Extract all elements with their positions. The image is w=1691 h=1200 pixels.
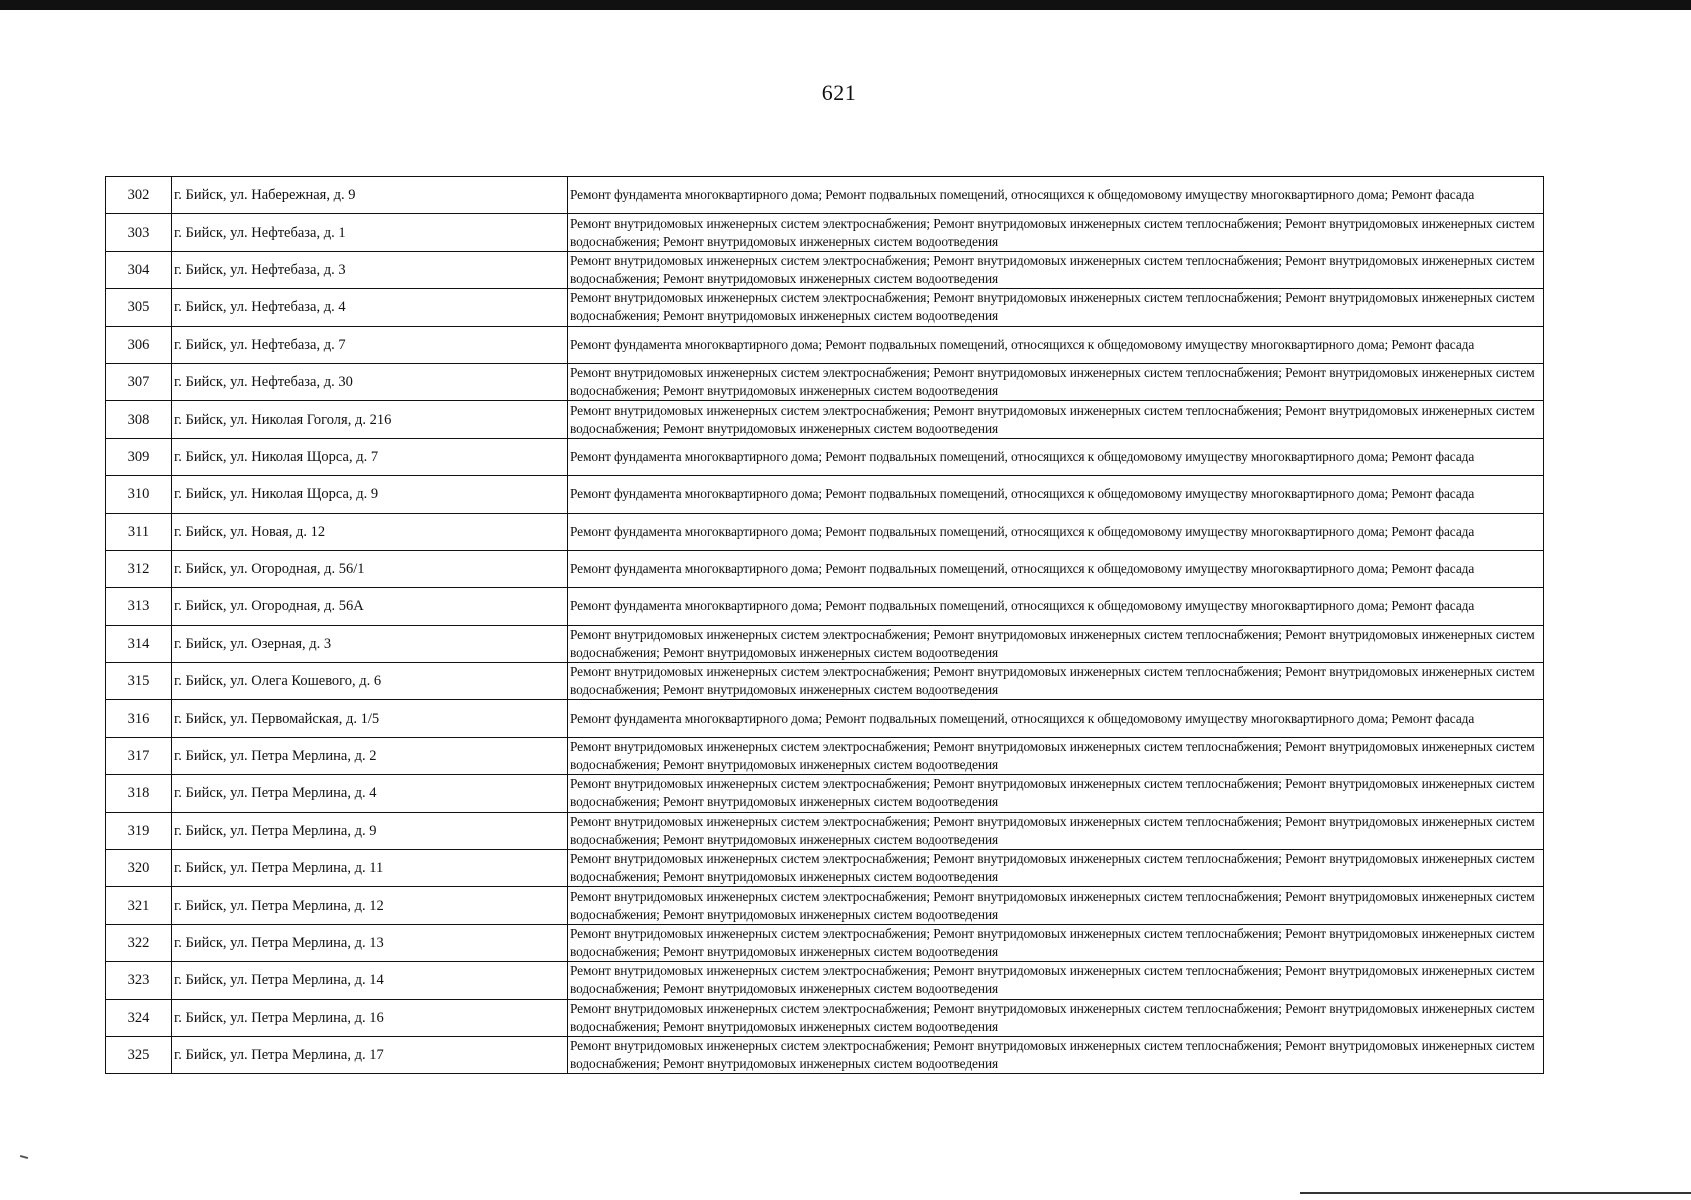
works-cell: Ремонт внутридомовых инженерных систем электроснабжения; Ремонт внутридомовых инженерных систем теплоснабжения; Ремонт внутридомовых инженерных систем водоснабжения; Ремонт внутридомовых инженерных систем водоотведения: [568, 1036, 1544, 1073]
address-cell: г. Бийск, ул. Озерная, д. 3: [172, 625, 568, 662]
address-cell: г. Бийск, ул. Нефтебаза, д. 30: [172, 363, 568, 400]
works-cell: Ремонт внутридомовых инженерных систем электроснабжения; Ремонт внутридомовых инженерных систем теплоснабжения; Ремонт внутридомовых инженерных систем водоснабжения; Ремонт внутридомовых инженерных систем водоотведения: [568, 214, 1544, 251]
table-row: [106, 550, 1544, 587]
address-cell: г. Бийск, ул. Петра Мерлина, д. 13: [172, 924, 568, 961]
address-cell: г. Бийск, ул. Николая Щорса, д. 7: [172, 438, 568, 475]
row-number-cell: 322: [106, 924, 172, 961]
row-number-cell: 317: [106, 737, 172, 774]
address-cell: г. Бийск, ул. Нефтебаза, д. 3: [172, 251, 568, 288]
works-cell: Ремонт фундамента многоквартирного дома; Ремонт подвальных помещений, относящихся к общедомовому имуществу многоквартирного дома; Ремонт фасада: [568, 513, 1544, 550]
address-cell: г. Бийск, ул. Петра Мерлина, д. 11: [172, 850, 568, 887]
works-cell: Ремонт внутридомовых инженерных систем электроснабжения; Ремонт внутридомовых инженерных систем теплоснабжения; Ремонт внутридомовых инженерных систем водоснабжения; Ремонт внутридомовых инженерных систем водоотведения: [568, 289, 1544, 326]
address-cell: г. Бийск, ул. Петра Мерлина, д. 2: [172, 737, 568, 774]
row-number-cell: 311: [106, 513, 172, 550]
scan-speck: [20, 1155, 28, 1159]
row-number-cell: 323: [106, 962, 172, 999]
table-row: [106, 737, 1544, 774]
table-row: [106, 588, 1544, 625]
works-cell: Ремонт внутридомовых инженерных систем электроснабжения; Ремонт внутридомовых инженерных систем теплоснабжения; Ремонт внутридомовых инженерных систем водоснабжения; Ремонт внутридомовых инженерных систем водоотведения: [568, 401, 1544, 438]
works-cell: Ремонт фундамента многоквартирного дома; Ремонт подвальных помещений, относящихся к общедомовому имуществу многоквартирного дома; Ремонт фасада: [568, 588, 1544, 625]
table-row: [106, 962, 1544, 999]
table-row: [106, 999, 1544, 1036]
table-row: [106, 363, 1544, 400]
row-number-cell: 306: [106, 326, 172, 363]
row-number-cell: 314: [106, 625, 172, 662]
works-cell: Ремонт фундамента многоквартирного дома; Ремонт подвальных помещений, относящихся к общедомовому имуществу многоквартирного дома; Ремонт фасада: [568, 438, 1544, 475]
row-number-cell: 315: [106, 663, 172, 700]
works-cell: Ремонт внутридомовых инженерных систем электроснабжения; Ремонт внутридомовых инженерных систем теплоснабжения; Ремонт внутридомовых инженерных систем водоснабжения; Ремонт внутридомовых инженерных систем водоотведения: [568, 887, 1544, 924]
row-number-cell: 303: [106, 214, 172, 251]
table-row: [106, 887, 1544, 924]
address-cell: г. Бийск, ул. Нефтебаза, д. 1: [172, 214, 568, 251]
works-cell: Ремонт внутридомовых инженерных систем электроснабжения; Ремонт внутридомовых инженерных систем теплоснабжения; Ремонт внутридомовых инженерных систем водоснабжения; Ремонт внутридомовых инженерных систем водоотведения: [568, 812, 1544, 849]
works-cell: Ремонт внутридомовых инженерных систем электроснабжения; Ремонт внутридомовых инженерных систем теплоснабжения; Ремонт внутридомовых инженерных систем водоснабжения; Ремонт внутридомовых инженерных систем водоотведения: [568, 663, 1544, 700]
works-cell: Ремонт фундамента многоквартирного дома; Ремонт подвальных помещений, относящихся к общедомовому имуществу многоквартирного дома; Ремонт фасада: [568, 700, 1544, 737]
table-row: [106, 476, 1544, 513]
row-number-cell: 312: [106, 550, 172, 587]
table-row: [106, 251, 1544, 288]
works-cell: Ремонт внутридомовых инженерных систем электроснабжения; Ремонт внутридомовых инженерных систем теплоснабжения; Ремонт внутридомовых инженерных систем водоснабжения; Ремонт внутридомовых инженерных систем водоотведения: [568, 850, 1544, 887]
address-cell: г. Бийск, ул. Огородная, д. 56/1: [172, 550, 568, 587]
address-cell: г. Бийск, ул. Петра Мерлина, д. 14: [172, 962, 568, 999]
works-cell: Ремонт фундамента многоквартирного дома; Ремонт подвальных помещений, относящихся к общедомовому имуществу многоквартирного дома; Ремонт фасада: [568, 550, 1544, 587]
address-cell: г. Бийск, ул. Олега Кошевого, д. 6: [172, 663, 568, 700]
row-number-cell: 310: [106, 476, 172, 513]
scan-bottom-edge: [1300, 1192, 1691, 1194]
works-cell: Ремонт фундамента многоквартирного дома; Ремонт подвальных помещений, относящихся к общедомовому имуществу многоквартирного дома; Ремонт фасада: [568, 476, 1544, 513]
row-number-cell: 324: [106, 999, 172, 1036]
address-cell: г. Бийск, ул. Николая Гоголя, д. 216: [172, 401, 568, 438]
row-number-cell: 319: [106, 812, 172, 849]
works-cell: Ремонт внутридомовых инженерных систем электроснабжения; Ремонт внутридомовых инженерных систем теплоснабжения; Ремонт внутридомовых инженерных систем водоснабжения; Ремонт внутридомовых инженерных систем водоотведения: [568, 924, 1544, 961]
row-number-cell: 304: [106, 251, 172, 288]
row-number-cell: 313: [106, 588, 172, 625]
table-row: [106, 1036, 1544, 1073]
table-row: [106, 177, 1544, 214]
address-cell: г. Бийск, ул. Николая Щорса, д. 9: [172, 476, 568, 513]
table-row: [106, 700, 1544, 737]
address-cell: г. Бийск, ул. Петра Мерлина, д. 4: [172, 775, 568, 812]
row-number-cell: 302: [106, 177, 172, 214]
table-row: [106, 663, 1544, 700]
scan-top-border: [0, 0, 1691, 10]
works-cell: Ремонт внутридомовых инженерных систем электроснабжения; Ремонт внутридомовых инженерных систем теплоснабжения; Ремонт внутридомовых инженерных систем водоснабжения; Ремонт внутридомовых инженерных систем водоотведения: [568, 962, 1544, 999]
address-cell: г. Бийск, ул. Нефтебаза, д. 7: [172, 326, 568, 363]
address-cell: г. Бийск, ул. Набережная, д. 9: [172, 177, 568, 214]
works-cell: Ремонт фундамента многоквартирного дома; Ремонт подвальных помещений, относящихся к общедомовому имуществу многоквартирного дома; Ремонт фасада: [568, 177, 1544, 214]
table-row: [106, 812, 1544, 849]
address-cell: г. Бийск, ул. Петра Мерлина, д. 9: [172, 812, 568, 849]
works-cell: Ремонт внутридомовых инженерных систем электроснабжения; Ремонт внутридомовых инженерных систем теплоснабжения; Ремонт внутридомовых инженерных систем водоснабжения; Ремонт внутридомовых инженерных систем водоотведения: [568, 251, 1544, 288]
address-cell: г. Бийск, ул. Первомайская, д. 1/5: [172, 700, 568, 737]
table-row: [106, 775, 1544, 812]
page-number: 621: [821, 80, 857, 105]
works-cell: Ремонт внутридомовых инженерных систем электроснабжения; Ремонт внутридомовых инженерных систем теплоснабжения; Ремонт внутридомовых инженерных систем водоснабжения; Ремонт внутридомовых инженерных систем водоотведения: [568, 775, 1544, 812]
row-number-cell: 320: [106, 850, 172, 887]
table-row: [106, 401, 1544, 438]
address-cell: г. Бийск, ул. Огородная, д. 56А: [172, 588, 568, 625]
table-body: [106, 177, 1544, 1074]
address-cell: г. Бийск, ул. Новая, д. 12: [172, 513, 568, 550]
address-cell: г. Бийск, ул. Петра Мерлина, д. 17: [172, 1036, 568, 1073]
table-row: [106, 513, 1544, 550]
row-number-cell: 308: [106, 401, 172, 438]
address-cell: г. Бийск, ул. Нефтебаза, д. 4: [172, 289, 568, 326]
works-cell: Ремонт внутридомовых инженерных систем электроснабжения; Ремонт внутридомовых инженерных систем теплоснабжения; Ремонт внутридомовых инженерных систем водоснабжения; Ремонт внутридомовых инженерных систем водоотведения: [568, 737, 1544, 774]
table-row: [106, 326, 1544, 363]
works-cell: Ремонт фундамента многоквартирного дома; Ремонт подвальных помещений, относящихся к общедомовому имуществу многоквартирного дома; Ремонт фасада: [568, 326, 1544, 363]
address-cell: г. Бийск, ул. Петра Мерлина, д. 12: [172, 887, 568, 924]
works-cell: Ремонт внутридомовых инженерных систем электроснабжения; Ремонт внутридомовых инженерных систем теплоснабжения; Ремонт внутридомовых инженерных систем водоснабжения; Ремонт внутридомовых инженерных систем водоотведения: [568, 625, 1544, 662]
table-row: [106, 214, 1544, 251]
works-cell: Ремонт внутридомовых инженерных систем электроснабжения; Ремонт внутридомовых инженерных систем теплоснабжения; Ремонт внутридомовых инженерных систем водоснабжения; Ремонт внутридомовых инженерных систем водоотведения: [568, 999, 1544, 1036]
table-row: [106, 625, 1544, 662]
address-cell: г. Бийск, ул. Петра Мерлина, д. 16: [172, 999, 568, 1036]
row-number-cell: 307: [106, 363, 172, 400]
row-number-cell: 325: [106, 1036, 172, 1073]
table-row: [106, 850, 1544, 887]
table-row: [106, 438, 1544, 475]
row-number-cell: 309: [106, 438, 172, 475]
works-cell: Ремонт внутридомовых инженерных систем электроснабжения; Ремонт внутридомовых инженерных систем теплоснабжения; Ремонт внутридомовых инженерных систем водоснабжения; Ремонт внутридомовых инженерных систем водоотведения: [568, 363, 1544, 400]
table-row: [106, 289, 1544, 326]
row-number-cell: 305: [106, 289, 172, 326]
row-number-cell: 321: [106, 887, 172, 924]
table-row: [106, 924, 1544, 961]
row-number-cell: 316: [106, 700, 172, 737]
repair-works-table: [105, 176, 1544, 1074]
row-number-cell: 318: [106, 775, 172, 812]
